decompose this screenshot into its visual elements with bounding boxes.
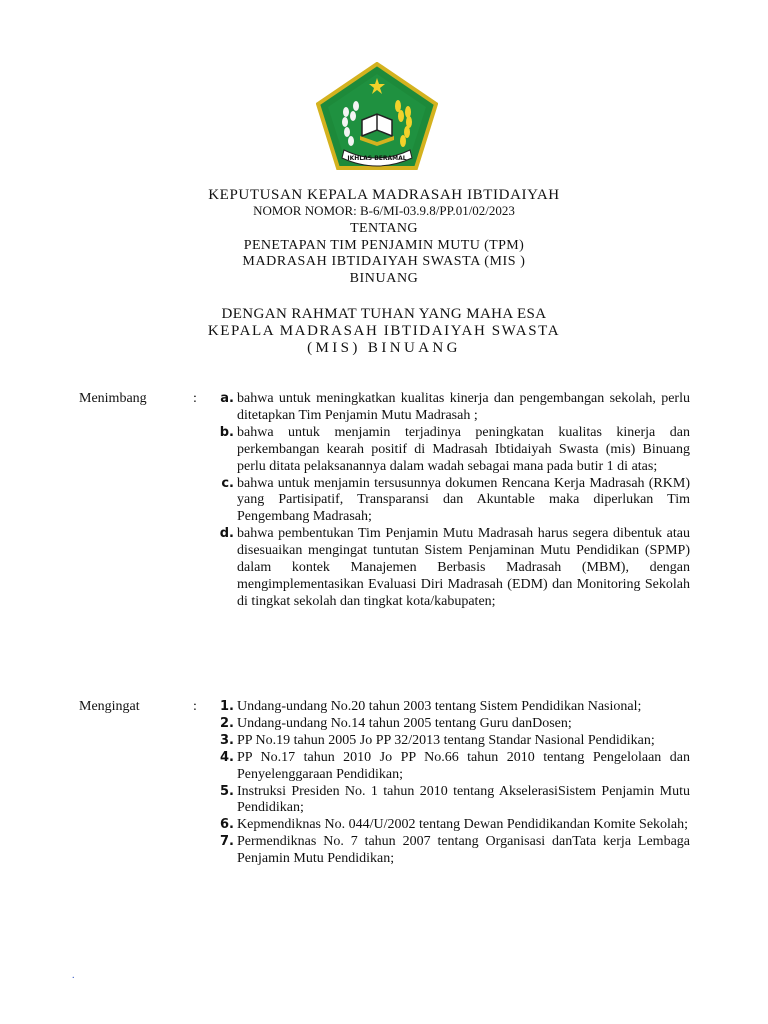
title-school: MADRASAH IBTIDAIYAH SWASTA (MIS ) — [242, 254, 526, 269]
list-item-text: Permendiknas No. 7 tahun 2007 tentang Organisasi danTata kerja Lembaga Penjamin Mutu Pendidikan; — [237, 834, 690, 867]
menimbang-list — [210, 391, 690, 611]
title-tentang: TENTANG — [350, 221, 418, 236]
list-item — [210, 526, 690, 611]
decree-number: NOMOR NOMOR: B-6/MI-03.9.8/PP.01/02/2023 — [253, 203, 515, 218]
list-marker: 5. — [220, 783, 234, 799]
menimbang-label: Menimbang — [79, 391, 147, 406]
menimbang-colon: : — [193, 391, 197, 406]
title-line-1: KEPUTUSAN KEPALA MADRASAH IBTIDAIYAH — [208, 187, 560, 203]
list-item-text: bahwa untuk menjamin terjadinya peningkatan kualitas kinerja dan perkembangan kearah positif di Madrasah Ibtidaiyah Swasta (mis) Binuang perlu ditata pelaksanannya dalam wadah sebagai mana pada butir 1 di atas; — [237, 424, 690, 474]
list-item — [210, 716, 690, 733]
list-item — [210, 391, 690, 425]
list-marker: d. — [219, 526, 234, 542]
list-item-text: bahwa untuk menjamin tersusunnya dokumen Rencana Kerja Madrasah (RKM) yang Partisipatif, Transparansi dan Akuntable maka diperlukan Tim Pengembang Madrasah; — [237, 475, 690, 525]
mengingat-label: Mengingat — [79, 699, 140, 714]
list-marker: 4. — [220, 749, 234, 765]
list-item-text: bahwa untuk meningkatkan kualitas kinerja dan pengembangan sekolah, perlu ditetapkan Tim Penjamin Mutu Madrasah ; — [237, 391, 690, 423]
title-subject: PENETAPAN TIM PENJAMIN MUTU (TPM) — [243, 238, 525, 253]
list-item-text: PP No.17 tahun 2010 Jo PP No.66 tahun 2010 tentang Pengelolaan dan Penyelenggaraan Pendidikan; — [237, 749, 690, 782]
list-item — [210, 784, 690, 818]
kemenag-emblem-icon — [316, 62, 438, 172]
list-marker: 6. — [220, 817, 234, 833]
footer-mark: . — [72, 970, 75, 981]
list-item-text: bahwa pembentukan Tim Penjamin Mutu Madrasah harus segera dibentuk atau disesuaikan mengingat tuntutan Sistem Penjaminan Mutu Pendidikan (SPMP) dalam kontek Manajemen Berbasis Madrasah (MBM), dengan mengimplementasikan Evaluasi Diri Madrasah (EDM) dan Monitoring Sekolah di tingkat sekolah dan tingkat kota/kabupaten; — [237, 526, 690, 609]
list-item — [210, 750, 690, 784]
list-marker: a. — [220, 391, 234, 406]
list-item — [210, 733, 690, 750]
list-item — [210, 699, 690, 716]
list-item — [210, 834, 690, 868]
issuer-line: KEPALA MADRASAH IBTIDAIYAH SWASTA — [207, 323, 561, 339]
list-item-text: Undang-undang No.20 tahun 2003 tentang Sistem Pendidikan Nasional; — [237, 699, 642, 714]
list-marker: c. — [221, 475, 234, 491]
list-item-text: PP No.19 tahun 2005 Jo PP 32/2013 tentang Standar Nasional Pendidikan; — [237, 732, 655, 748]
mengingat-list — [210, 699, 690, 868]
list-marker: 7. — [220, 834, 234, 850]
list-marker: 3. — [220, 732, 234, 748]
issuer-location: (MIS) BINUANG — [307, 340, 461, 356]
logo-ribbon-text: IKHLAS BERAMAL — [347, 155, 407, 162]
list-item-text: Kepmendiknas No. 044/U/2002 tentang Dewan Pendidikandan Komite Sekolah; — [237, 817, 689, 833]
list-marker: 2. — [220, 715, 234, 731]
list-item-text: Instruksi Presiden No. 1 tahun 2010 tentang AkselerasiSistem Penjamin Mutu Pendidikan; — [237, 783, 690, 816]
list-item — [210, 476, 690, 527]
opening-line: DENGAN RAHMAT TUHAN YANG MAHA ESA — [221, 306, 547, 322]
list-marker: 1. — [220, 699, 234, 714]
list-item — [210, 817, 690, 834]
list-item-text: Undang-undang No.14 tahun 2005 tentang Guru danDosen; — [237, 715, 572, 731]
list-item — [210, 425, 690, 476]
list-marker: b. — [219, 424, 234, 440]
title-location: BINUANG — [349, 271, 419, 286]
mengingat-colon: : — [193, 699, 197, 714]
